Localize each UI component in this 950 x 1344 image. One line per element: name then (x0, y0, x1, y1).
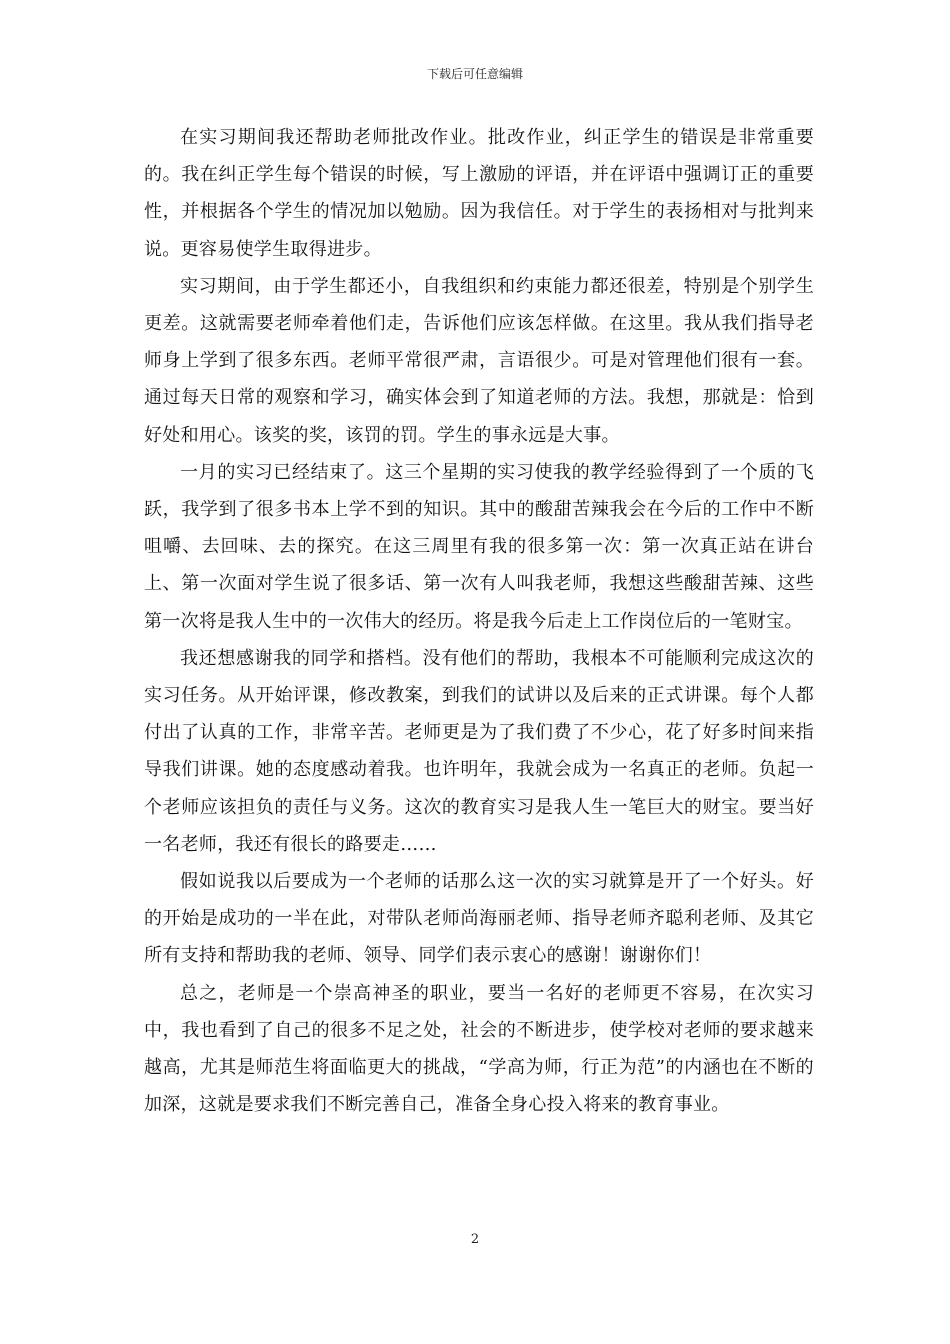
document-body (144, 119, 814, 1123)
paragraph-classroom-management: 实习期间，由于学生都还小，自我组织和约束能力都还很差，特别是个别学生更差。这就需要老师牵着他们走，告诉他们应该怎样做。在这里。我从我们指导老师身上学到了很多东西。老师平常很严肃，言语很少。可是对管理他们很有一套。通过每天日常的观察和学习，确实体会到了知道老师的方法。我想，那就是：恰到好处和用心。该奖的奖，该罚的罚。学生的事永远是大事。 (144, 275, 814, 446)
paragraph-internship-ended: 一月的实习已经结束了。这三个星期的实习使我的教学经验得到了一个质的飞跃，我学到了很多书本上学不到的知识。其中的酸甜苦辣我会在今后的工作中不断咀嚼、去回味、去的探究。在这三周里有我的很多第一次：第一次真正站在讲台上、第一次面对学生说了很多话、第一次有人叫我老师，我想这些酸甜苦辣、这些第一次将是我人生中的一次伟大的经历。将是我今后走上工作岗位后的一笔财宝。 (144, 461, 814, 632)
paragraph-conclusion: 总之，老师是一个崇高神圣的职业，要当一名好的老师更不容易，在次实习中，我也看到了自己的很多不足之处，社会的不断进步，使学校对老师的要求越来越高，尤其是师范生将面临更大的挑战，“学高为师，行正为范”的内涵也在不断的加深，这就是要求我们不断完善自己，准备全身心投入将来的教育事业。 (144, 982, 814, 1116)
paragraph-grading-homework: 在实习期间我还帮助老师批改作业。批改作业，纠正学生的错误是非常重要的。我在纠正学生每个错误的时候，写上激励的评语，并在评语中强调订正的重要性，并根据各个学生的情况加以勉励。因为我信任。对于学生的表扬相对与批判来说。更容易使学生取得进步。 (144, 127, 814, 260)
page-number: 2 (470, 1232, 480, 1247)
paragraph-thanks-classmates: 我还想感谢我的同学和搭档。没有他们的帮助，我根本不可能顺利完成这次的实习任务。从开始评课，修改教案，到我们的试讲以及后来的正式讲课。每个人都付出了认真的工作，非常辛苦。老师更是为了我们费了不少心，花了好多时间来指导我们讲课。她的态度感动着我。也许明年，我就会成为一名真正的老师。负起一个老师应该担负的责任与义务。这次的教育实习是我人生一笔巨大的财宝。要当好一名老师，我还有很长的路要走…… (144, 647, 814, 855)
paragraph-thanks-teachers: 假如说我以后要成为一个老师的话那么这一次的实习就算是开了一个好头。好的开始是成功的一半在此，对带队老师尚海丽老师、指导老师齐聪利老师、及其它所有支持和帮助我的老师、领导、同学们表示衷心的感谢！谢谢你们！ (144, 871, 814, 967)
page-header: 下载后可任意编辑 (426, 67, 523, 81)
